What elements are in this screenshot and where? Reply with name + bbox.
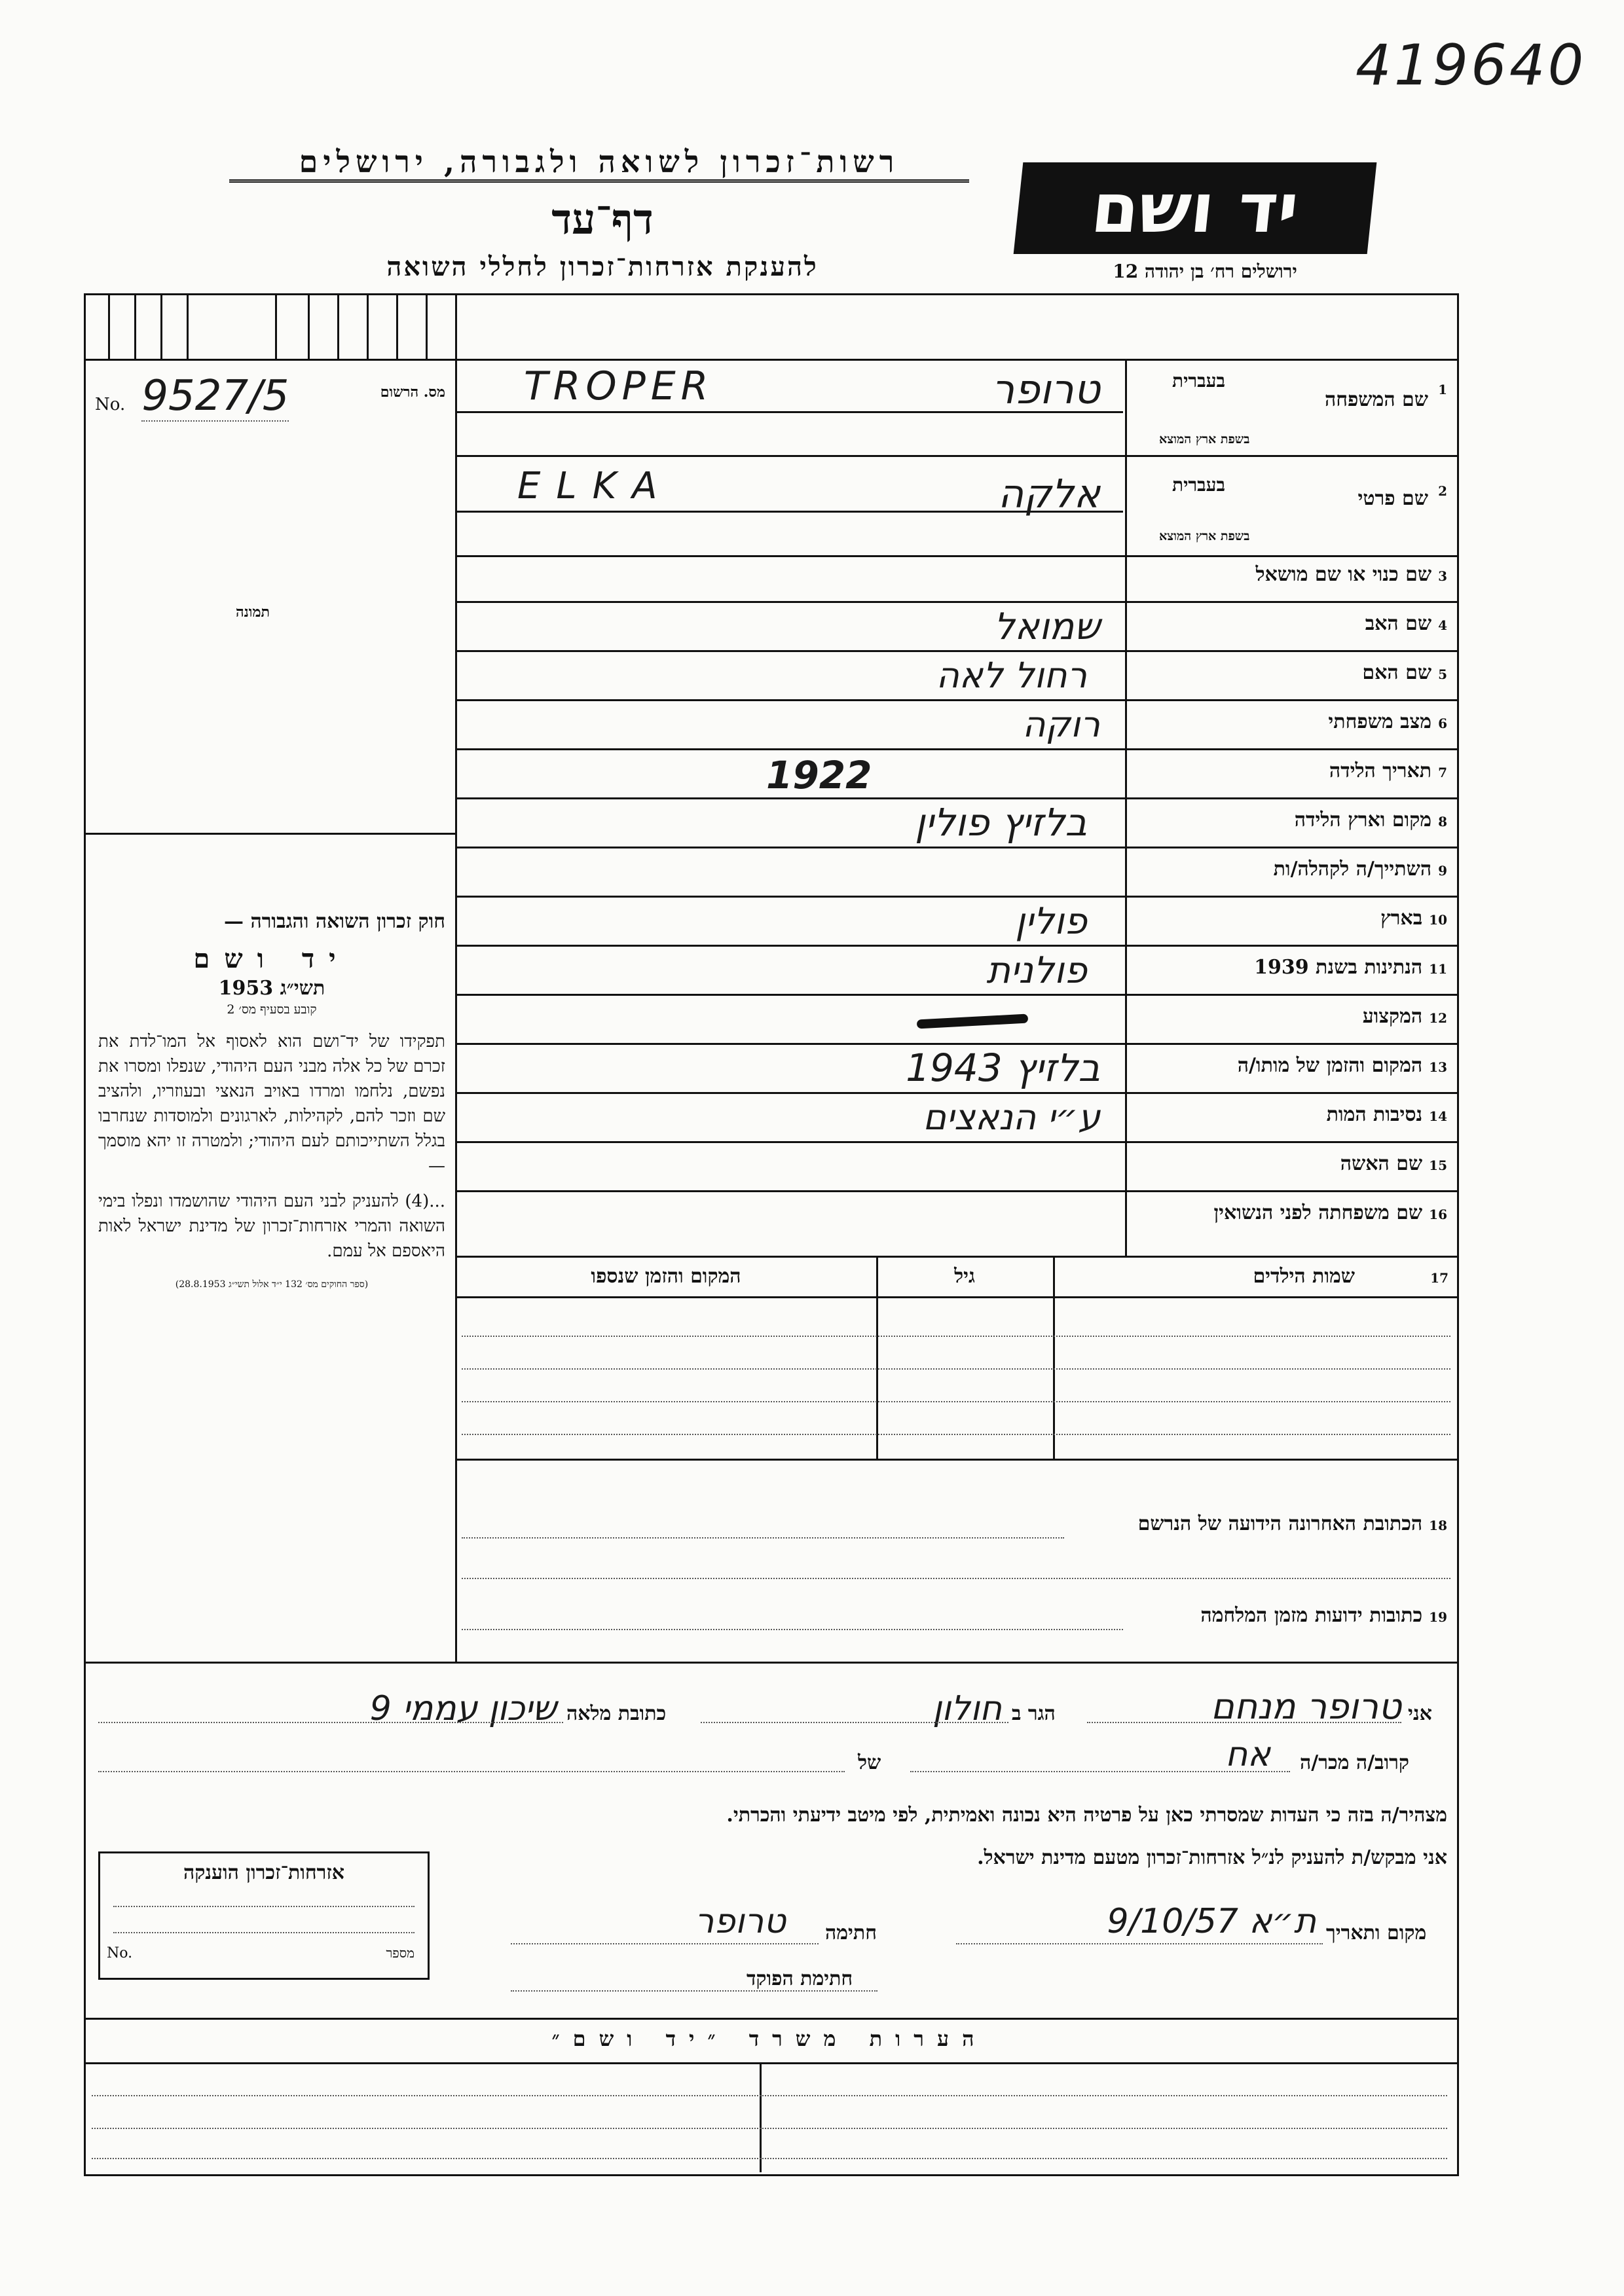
logo-address: ירושלים רח׳ בן יהודה 12 <box>1113 261 1297 282</box>
law-title: חוק זכרון השואה והגבורה — <box>224 910 445 933</box>
law-text-1: תפקידו של יד־ושם הוא לאסוף אל המו־לדת את זכרם של כל אלה מבני העם היהודי, שנפלו ומסרו את נפשם, נלחמו ומרדו באויב הנאצי ובעוזריו, ולהציב שם וזכר להם, לקהילות, לארגונים ולמוסדות שנחרבו בגלל השתייכותם לעם היהודי; ולמטרה זו יהא מוסמך — <box>98 1032 445 1176</box>
registration-no-label: No. <box>95 395 126 414</box>
lives-in-value: חולון <box>932 1689 1002 1728</box>
field-5-value: רחול לאה <box>936 655 1087 696</box>
field-6: 6מצב משפחתי <box>1328 710 1447 733</box>
registration-value: 9527/5 <box>141 372 289 420</box>
declarant-ani-label: אני <box>1408 1702 1432 1725</box>
declarant-name: טרופר מנחם <box>1211 1686 1401 1727</box>
field-19: 19כתובות ידועות מזמן המלחמה <box>1200 1604 1447 1627</box>
statement-2: אני מבקש/ת להעניק לנ״ל אזרחות־זכרון מטעם מדינת ישראל. <box>977 1846 1447 1869</box>
field-1-latin-value: TROPER <box>524 363 714 409</box>
field-10-value: פולין <box>1015 900 1087 943</box>
clerk-signature-label: חתימת הפוקד <box>747 1967 853 1990</box>
children-header-place: המקום והזמן שנספו <box>591 1265 741 1288</box>
field-7: 7תאריך הלידה <box>1329 759 1447 782</box>
address-value: שיכון עממי 9 <box>369 1689 557 1728</box>
field-6-value: רוקה <box>1022 704 1100 745</box>
law-name: יד ושם <box>193 943 350 974</box>
field-9: 9השתייך/ה לקהלה/ות <box>1273 858 1447 881</box>
registration-box <box>95 372 452 420</box>
law-clause: קובע בסעיף מס׳ 2 <box>227 1002 317 1017</box>
field-5: 5שם האם <box>1362 661 1447 684</box>
field-14-value: ע״י הנאצים <box>923 1097 1100 1138</box>
signature-label: חתימה <box>825 1922 877 1944</box>
field-11: 11הנתינות בשנת 1939 <box>1254 956 1447 979</box>
field-8-value: בלזיץ פולין <box>914 800 1087 845</box>
field-4-value: שמואל <box>993 606 1100 648</box>
citizenship-box-title: אזרחות־זכרון הוענקה <box>183 1861 345 1884</box>
field-3: 3שם כנוי או שם מושאל <box>1255 563 1447 586</box>
archive-number: 419640 <box>1356 33 1587 98</box>
field-16: 16שם משפחתה לפני הנשואין <box>1213 1201 1447 1224</box>
field-18: 18הכתובת האחרונה הידועה של הנרשם <box>1137 1512 1447 1535</box>
law-year: תשי״ג 1953 <box>218 977 325 1000</box>
registration-he-label: מס. הרשום <box>380 384 445 401</box>
page-subtitle: להענקת אזרחות־זכרון לחללי השואה <box>386 251 819 282</box>
field-11-value: פולנית <box>986 949 1087 992</box>
field-10: 10בארץ <box>1380 907 1447 930</box>
relation-value: אח <box>1225 1735 1270 1774</box>
field-2-latin-value: ELKA <box>517 465 673 507</box>
children-header-names: 17 שמות הילדים <box>1253 1265 1449 1288</box>
notes-title: הערות משרד ״יד ושם״ <box>551 2026 987 2051</box>
field-1: 1 שם המשפחה בעברית בשפת ארץ המוצא <box>1159 370 1447 446</box>
field-13: 13המקום והזמן של מותו/ה <box>1237 1054 1447 1077</box>
law-block <box>98 910 445 1290</box>
authority-line: רשות־זכרון לשואה ולגבורה, ירושלים <box>229 144 969 183</box>
of-label: של <box>858 1751 881 1774</box>
statement-1: מצהיר/ה בזה כי העדות שמסרתי כאן על פרטיה היא נכונה ואמיתית, לפי מיטב ידיעתי והכרתי. <box>726 1804 1447 1827</box>
address-label: כתובת מלאה <box>566 1702 667 1725</box>
logo-text: יד ושם <box>1088 168 1302 248</box>
citizenship-box-number-label: מספר <box>386 1945 415 1961</box>
field-13-value: בלזיץ 1943 <box>906 1046 1100 1090</box>
place-date-label: מקום ותאריך <box>1326 1922 1427 1944</box>
signature-value: טרופר <box>694 1902 786 1941</box>
page-title: דף־עד <box>551 195 654 244</box>
relative-label: קרוב/ה מכר/ה <box>1300 1751 1409 1774</box>
law-footnote: (ספר החוקים מס׳ 132 י״ד אלול תשי״ג 28.8.1953) <box>175 1279 369 1290</box>
field-15: 15שם האשה <box>1340 1152 1447 1175</box>
citizenship-box-no-label: No. <box>107 1945 133 1961</box>
field-7-value: 1922 <box>766 753 872 797</box>
place-date-value: ת״א 9/10/57 <box>1107 1902 1316 1941</box>
lives-in-label: הגר ב <box>1012 1702 1056 1725</box>
citizenship-box <box>98 1851 430 1980</box>
field-12: 12המקצוע <box>1362 1005 1447 1028</box>
field-1-hebrew-value: טרופר <box>991 365 1100 413</box>
yad-vashem-logo <box>1014 162 1377 254</box>
field-2: 2 שם פרטי בעברית בשפת ארץ המוצא <box>1159 474 1447 543</box>
photo-label: תמונה <box>236 604 270 621</box>
field-14: 14נסיבות המות <box>1326 1103 1447 1126</box>
children-header-age: גיל <box>954 1265 975 1288</box>
field-2-hebrew-value: אלקה <box>998 471 1100 517</box>
field-4: 4שם האב <box>1365 612 1447 635</box>
field-8: 8מקום וארץ הלידה <box>1294 809 1447 831</box>
law-text-2: ...(4) להעניק לבני העם היהודי שהושמדו ונפלו בימי השואה והמרי אזרחות־זכרון של מדינת ישראל לאות היאספם אל עמם. <box>98 1192 445 1261</box>
